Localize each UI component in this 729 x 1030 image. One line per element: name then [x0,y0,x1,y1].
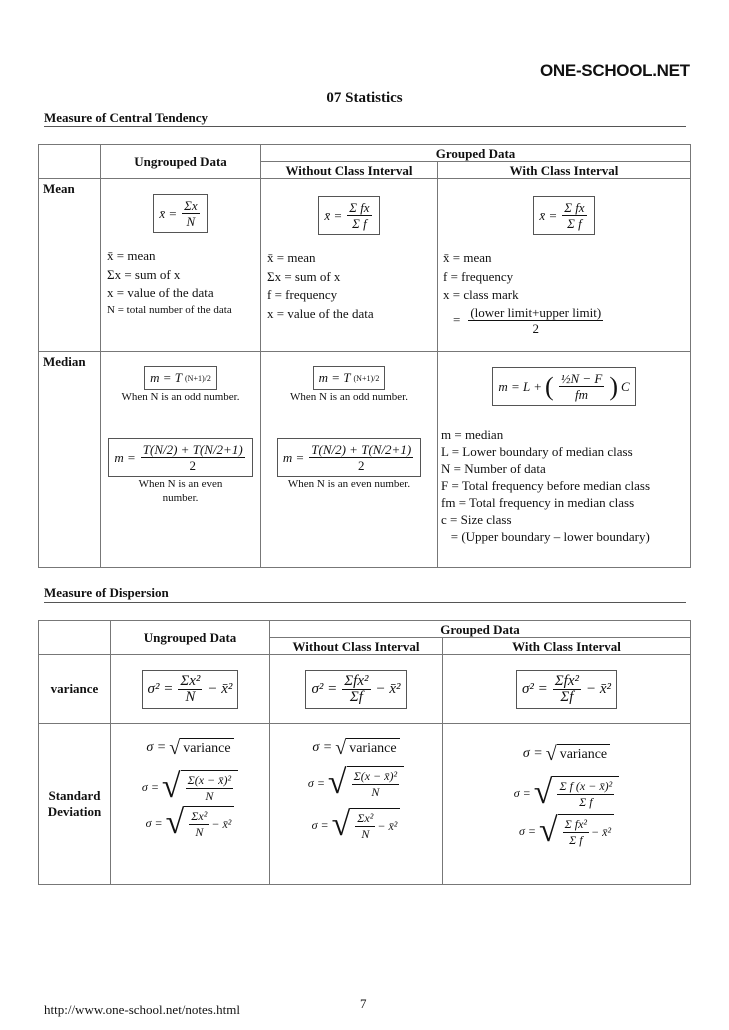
row-mean: Mean [39,179,101,352]
median-without-class: m = T (N+1)/2 When N is an odd number. m = $\frac{T(N/2) + T(N/2+1)}{2}$ When N is an even number. [261,352,438,568]
col-without-class: Without Class Interval [261,162,438,179]
brand-logo-text: ONE-SCHOOL.NET [540,61,690,80]
col-with-class: With Class Interval [443,638,691,655]
divider [44,602,686,603]
variance-formula: σ² = $\frac{\text{Σfx²}}{\Sigma f}$ − x̄² [305,670,406,709]
page-title: 07 Statistics [326,90,403,106]
sd-without-class: σ = √ variance σ = √ $\frac{\text{Σ(x − x̄)²}}{N}$ σ = √ $\frac{\text{Σx²}}{N}$ − x̄² [270,724,443,885]
mean-without-class: x̄ = $\frac{\text{Σ fx}}{\text{Σ f}}$ x̄ = mean Σx = sum of x f = frequency x = value of the data [261,179,438,352]
col-ungrouped: Ungrouped Data [101,145,261,179]
mean-ungrouped: x̄ = $\frac{\Sigma x}{N}$ x̄ = mean Σx = sum of x x = value of the data N = total number of the data [101,179,261,352]
row-standard-deviation: Standard Deviation [39,724,111,885]
row-median: Median [39,352,101,568]
median-with-class: m = L + ( $\frac{\text{½N − F}}{fm}$ ) C m = median L = Lower boundary of median class N = Number of data F = Total frequency before median class fm = Total frequency in median class c = Size class = (Upper boundary – lower boundary) [438,352,691,568]
col-grouped: Grouped Data [261,145,691,162]
median-ungrouped: m = T (N+1)/2 When N is an odd number. m = $\frac{T(N/2) + T(N/2+1)}{2}$ When N is an even number. [101,352,261,568]
footer-url-link[interactable]: http://www.one-school.net/notes.html [44,1002,240,1017]
sd-with-class: σ = √ variance σ = √ $\frac{\text{Σ f (x − x̄)²}}{\text{Σ f}}$ σ = √ $\frac{\text{Σ fx²}}{\text{Σ f}}$ − x̄² [443,724,691,885]
median-even-formula: m = $\frac{T(N/2) + T(N/2+1)}{2}$ [277,438,421,477]
median-odd-formula: m = T (N+1)/2 [144,366,217,390]
corner-cell [39,621,111,655]
col-without-class: Without Class Interval [270,638,443,655]
section-dispersion: Measure of Dispersion [44,585,169,600]
variance-without-class [270,655,443,724]
mean-formula: x̄ = $\frac{\text{Σ fx}}{\text{Σ f}}$ [318,196,379,235]
mean-with-class: x̄ = $\frac{\text{Σ fx}}{\text{Σ f}}$ x̄ = mean f = frequency x = class mark = $\frac{\text{(lower limit+upper limit)}}{2}$ [438,179,691,352]
col-ungrouped: Ungrouped Data [111,621,270,655]
row-variance: variance [39,655,111,724]
variance-formula: σ² = $\frac{\text{Σx²}}{N}$ − x̄² [142,670,239,709]
section-central-tendency: Measure of Central Tendency [44,110,209,125]
median-even-formula: m = $\frac{T(N/2) + T(N/2+1)}{2}$ [108,438,252,477]
variance-ungrouped [111,655,270,724]
variance-formula: σ² = $\frac{\text{Σfx²}}{\Sigma f}$ − x̄² [516,670,617,709]
central-tendency-table [38,144,691,568]
mean-formula: x̄ = $\frac{\text{Σ fx}}{\text{Σ f}}$ [533,196,594,235]
page-number: 7 [360,996,367,1011]
variance-with-class [443,655,691,724]
col-with-class: With Class Interval [438,162,691,179]
median-odd-formula: m = T (N+1)/2 [313,366,386,390]
median-grouped-formula: m = L + ( $\frac{\text{½N − F}}{fm}$ ) C [492,367,635,406]
corner-cell [39,145,101,179]
mean-formula: x̄ = $\frac{\Sigma x}{N}$ [153,194,207,233]
sd-ungrouped: σ = √ variance σ = √ $\frac{\text{Σ(x − x̄)²}}{N}$ σ = √ $\frac{\text{Σx²}}{N}$ − x̄² [111,724,270,885]
dispersion-table [38,620,691,885]
divider [44,126,686,127]
col-grouped: Grouped Data [270,621,691,638]
